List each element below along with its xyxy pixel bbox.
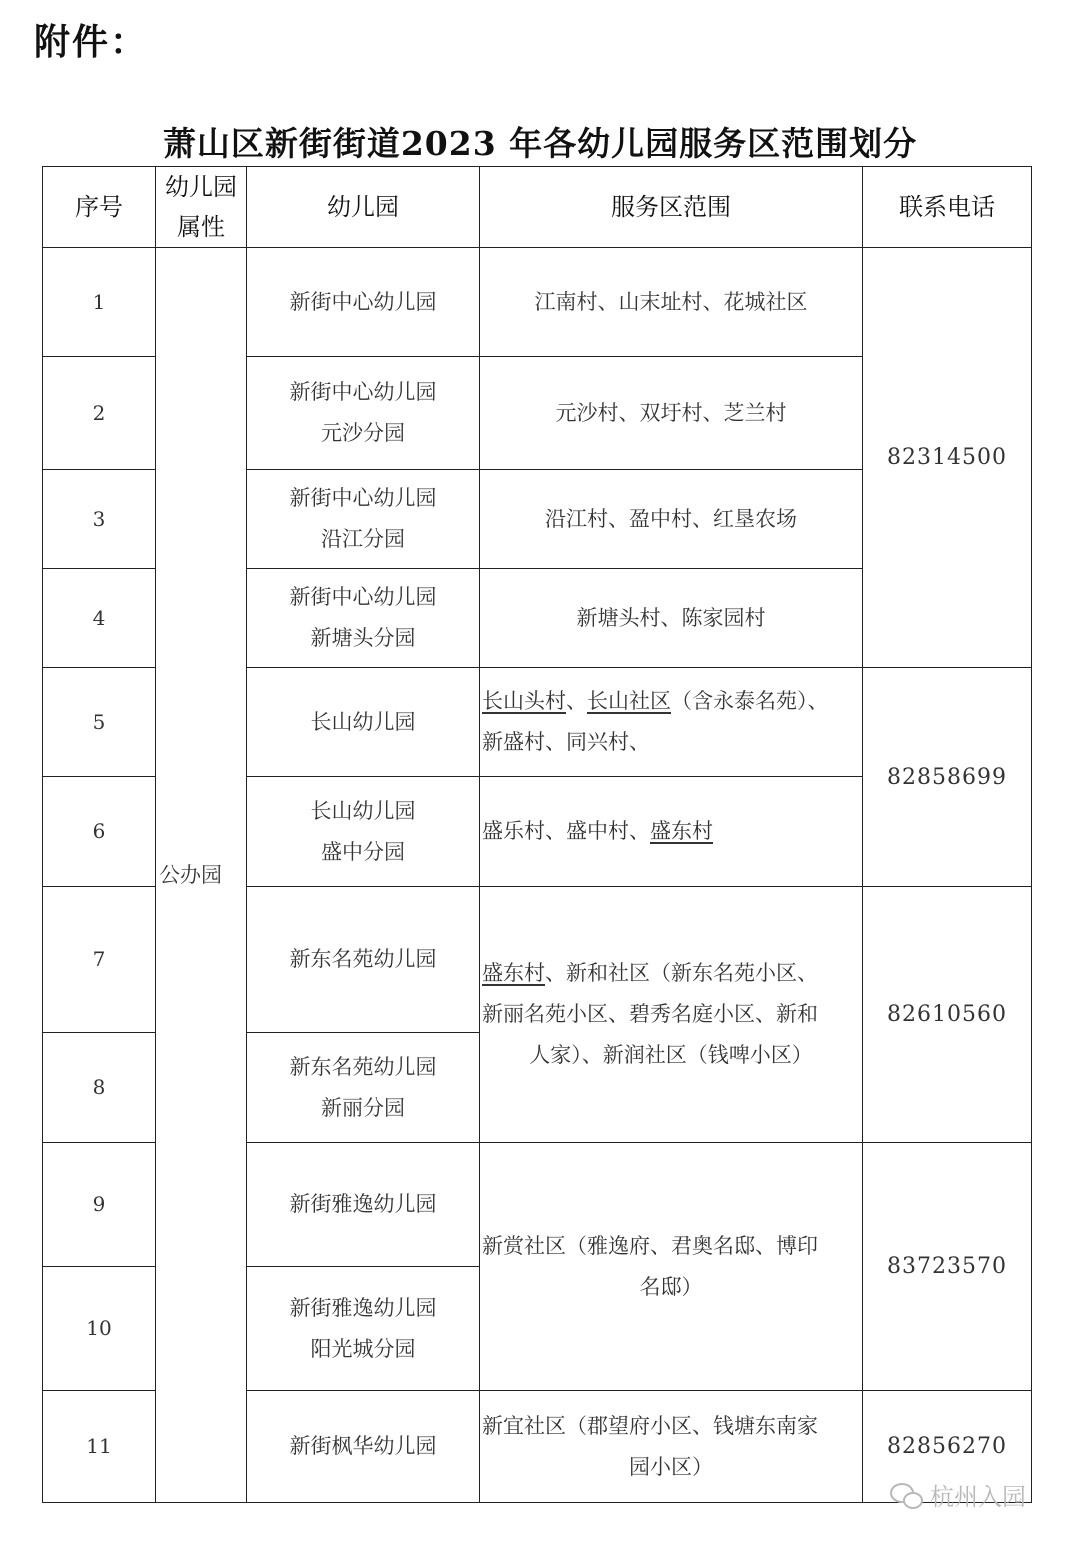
attribute-cell: 公办园	[156, 248, 247, 1503]
range-cell: 沿江村、盈中村、红垦农场	[480, 470, 863, 569]
kindergarten-cell	[247, 470, 480, 569]
range-text: （含永泰名苑）、	[671, 689, 829, 713]
kindergarten-name: 新东名苑幼儿园	[289, 947, 437, 971]
header-attr-line1: 幼儿园	[165, 173, 237, 201]
kindergarten-name: 长山幼儿园	[310, 798, 416, 823]
kindergarten-branch: 沿江分园	[321, 527, 405, 551]
range-text: 人家）、新润社区（钱啤小区）	[529, 1043, 813, 1067]
range-cell	[480, 1143, 863, 1391]
document-title-container	[0, 118, 1080, 165]
range-text: 新丽名苑小区、碧秀名庭小区、新和	[482, 1002, 818, 1026]
attachment-label: 附件：	[34, 22, 149, 63]
range-underlined-community: 长山社区	[587, 689, 671, 713]
range-cell	[480, 887, 863, 1143]
header-phone: 联系电话	[863, 167, 1032, 248]
seq-cell: 4	[43, 569, 156, 668]
kindergarten-cell	[247, 777, 480, 887]
phone-cell: 82858699	[863, 668, 1032, 887]
watermark-text: 杭州入园	[930, 1483, 1026, 1511]
kindergarten-branch: 新塘头分园	[310, 626, 416, 650]
wechat-icon	[890, 1481, 924, 1509]
kindergarten-name: 新街中心幼儿园	[289, 380, 437, 404]
kindergarten-cell	[247, 1033, 480, 1143]
phone-cell: 82314500	[863, 248, 1032, 668]
document-title: 萧山区新街街道2023 年各幼儿园服务区范围划分	[162, 124, 918, 163]
kindergarten-cell	[247, 248, 480, 357]
phone-cell: 83723570	[863, 1143, 1032, 1391]
seq-cell: 8	[43, 1033, 156, 1143]
service-area-table	[42, 166, 1032, 1503]
seq-cell: 2	[43, 357, 156, 470]
range-cell: 江南村、山末址村、花城社区	[480, 248, 863, 357]
kindergarten-name: 新街中心幼儿园	[289, 289, 437, 314]
kindergarten-name: 新街枫华幼儿园	[289, 1434, 437, 1458]
kindergarten-cell	[247, 569, 480, 668]
kindergarten-cell	[247, 1391, 480, 1503]
range-text: 新宜社区（郡望府小区、钱塘东南家	[482, 1413, 818, 1438]
phone-cell: 82610560	[863, 887, 1032, 1143]
seq-cell: 9	[43, 1143, 156, 1267]
range-cell	[480, 1391, 863, 1503]
range-text: 、	[566, 689, 587, 713]
seq-cell: 5	[43, 668, 156, 777]
range-underlined-village: 盛东村	[650, 819, 713, 843]
header-attribute	[156, 167, 247, 248]
range-cell	[480, 668, 863, 777]
range-text: 园小区）	[629, 1454, 713, 1479]
kindergarten-branch: 元沙分园	[321, 421, 405, 445]
kindergarten-cell	[247, 1267, 480, 1391]
range-underlined-village: 盛东村	[482, 961, 545, 985]
kindergarten-name: 新街雅逸幼儿园	[289, 1192, 437, 1216]
kindergarten-name: 新街雅逸幼儿园	[289, 1295, 437, 1320]
range-underlined-village: 长山头村	[482, 689, 566, 713]
seq-cell: 3	[43, 470, 156, 569]
kindergarten-cell	[247, 668, 480, 777]
kindergarten-name: 新街中心幼儿园	[289, 585, 437, 609]
range-cell: 元沙村、双圩村、芝兰村	[480, 357, 863, 470]
range-text: 新盛村、同兴村、	[482, 730, 650, 754]
kindergarten-name: 长山幼儿园	[310, 709, 416, 734]
seq-cell: 7	[43, 887, 156, 1033]
seq-cell: 1	[43, 248, 156, 357]
kindergarten-cell	[247, 887, 480, 1033]
range-text: 盛乐村、盛中村、	[482, 819, 650, 843]
range-text: 、新和社区（新东名苑小区、	[545, 961, 818, 985]
header-seq: 序号	[43, 167, 156, 248]
kindergarten-branch: 新丽分园	[321, 1095, 405, 1120]
kindergarten-branch: 盛中分园	[321, 839, 405, 864]
range-cell	[480, 777, 863, 887]
watermark	[890, 1477, 1026, 1512]
range-cell: 新塘头村、陈家园村	[480, 569, 863, 668]
range-text: 新赏社区（雅逸府、君奥名邸、博印	[482, 1233, 818, 1258]
phone-cell: 82856270	[863, 1391, 1032, 1503]
header-kindergarten: 幼儿园	[247, 167, 480, 248]
seq-cell: 11	[43, 1391, 156, 1503]
kindergarten-cell	[247, 1143, 480, 1267]
seq-cell: 6	[43, 777, 156, 887]
kindergarten-name: 新街中心幼儿园	[289, 486, 437, 510]
header-attr-line2: 属性	[177, 213, 225, 241]
kindergarten-cell	[247, 357, 480, 470]
range-text: 名邸）	[639, 1274, 703, 1299]
table-row	[43, 248, 1032, 357]
seq-cell: 10	[43, 1267, 156, 1391]
header-row	[43, 167, 1032, 248]
kindergarten-name: 新东名苑幼儿园	[289, 1054, 437, 1079]
kindergarten-branch: 阳光城分园	[310, 1336, 416, 1361]
header-range: 服务区范围	[480, 167, 863, 248]
